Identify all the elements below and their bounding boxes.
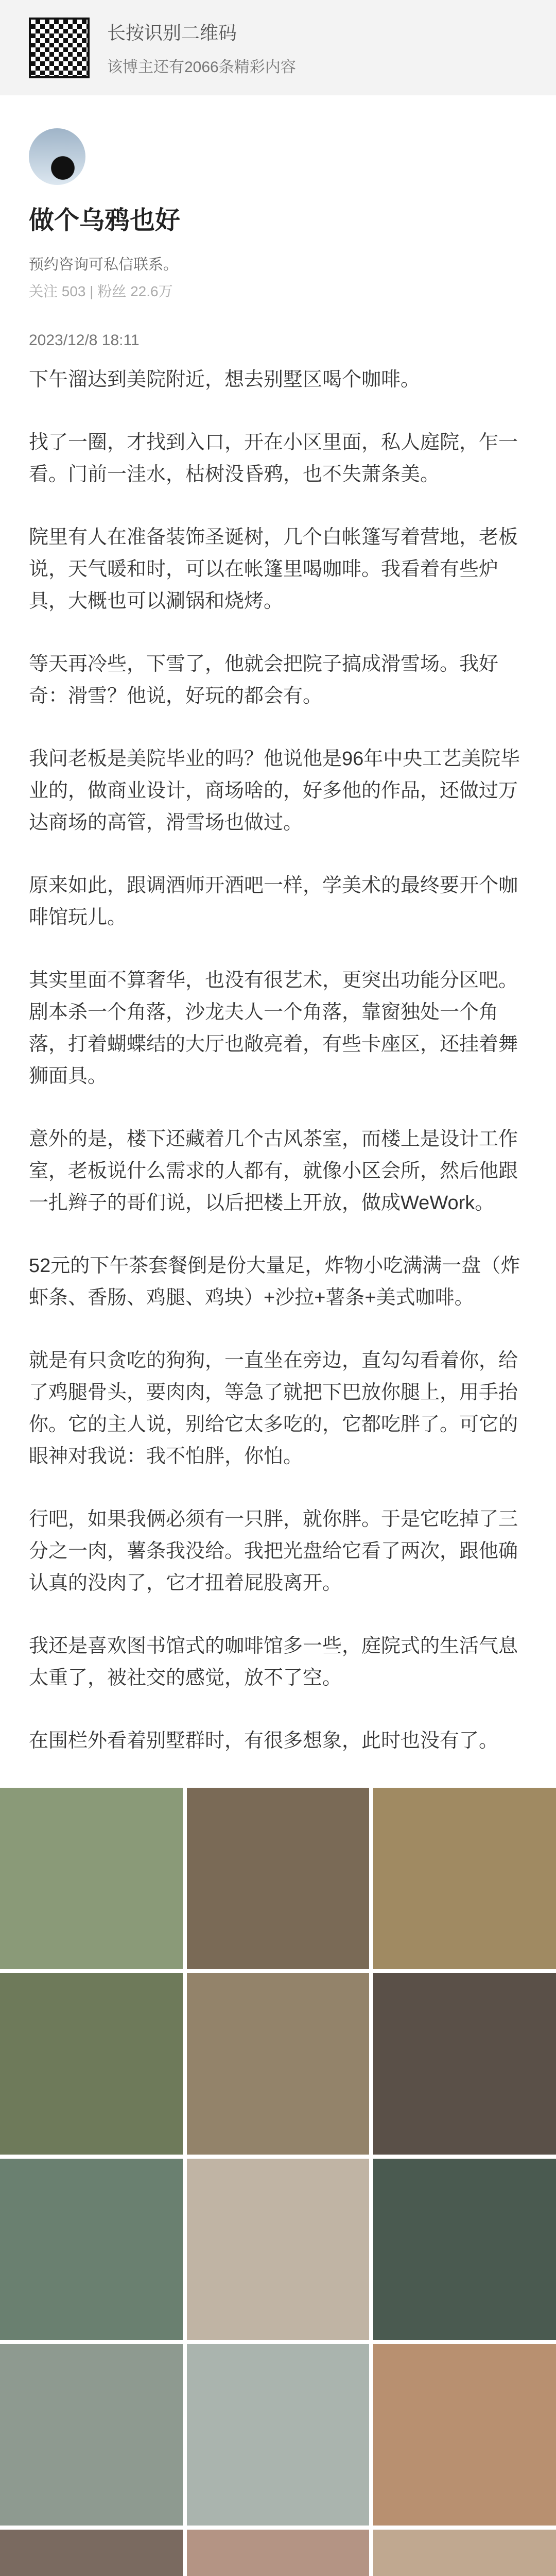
photo-thumbnail[interactable] xyxy=(0,1973,183,2155)
photo-thumbnail[interactable] xyxy=(0,2344,183,2526)
paragraph: 行吧，如果我俩必须有一只胖，就你胖。于是它吃掉了三分之一肉，薯条我没给。我把光盘给它看了两次，跟他确认真的没肉了，它才扭着屁股离开。 xyxy=(29,1509,518,1594)
photo-thumbnail[interactable] xyxy=(373,2530,556,2576)
photo-thumbnail[interactable] xyxy=(187,1973,370,2155)
photo-thumbnail[interactable] xyxy=(187,2344,370,2526)
paragraph: 意外的是，楼下还藏着几个古风茶室，而楼上是设计工作室，老板说什么需求的人都有，就像小区会所，然后他跟一扎辫子的哥们说，以后把楼上开放，做成WeWork。 xyxy=(29,1128,518,1214)
photo-thumbnail[interactable] xyxy=(187,2530,370,2576)
paragraph: 原来如此，跟调酒师开酒吧一样，学美术的最终要开个咖啡馆玩儿。 xyxy=(29,875,518,928)
paragraph: 52元的下午茶套餐倒是份大量足，炸物小吃满满一盘（炸虾条、香肠、鸡腿、鸡块）+沙拉+薯条+美式咖啡。 xyxy=(29,1255,520,1309)
photo-thumbnail[interactable] xyxy=(187,2159,370,2340)
photo-thumbnail[interactable] xyxy=(187,1788,370,1969)
paragraph: 等天再冷些，下雪了，他就会把院子搞成滑雪场。我好奇：滑雪？他说，好玩的都会有。 xyxy=(29,653,499,707)
post-content xyxy=(0,349,556,1757)
post-time: 2023/12/8 18:11 xyxy=(29,332,140,349)
photo-thumbnail[interactable] xyxy=(0,1788,183,1969)
qr-title: 长按识别二维码 xyxy=(107,22,237,43)
photo-thumbnail[interactable] xyxy=(373,2159,556,2340)
photo-thumbnail[interactable] xyxy=(0,2159,183,2340)
qr-banner xyxy=(0,0,556,95)
qr-code[interactable] xyxy=(29,18,90,78)
author-name[interactable]: 做个乌鸦也好 xyxy=(29,207,181,234)
photo-thumbnail[interactable] xyxy=(373,1973,556,2155)
avatar[interactable] xyxy=(29,128,85,185)
author-stats: 关注 503 | 粉丝 22.6万 xyxy=(29,283,173,299)
paragraph: 我还是喜欢图书馆式的咖啡馆多一些，庭院式的生活气息太重了，被社交的感觉，放不了空。 xyxy=(29,1635,518,1689)
photo-grid xyxy=(0,1788,556,2576)
photo-thumbnail[interactable] xyxy=(373,1788,556,1969)
paragraph: 院里有人在准备装饰圣诞树，几个白帐篷写着营地，老板说，天气暖和时，可以在帐篷里喝咖啡。我看着有些炉具，大概也可以涮锅和烧烤。 xyxy=(29,527,518,612)
paragraph: 下午溜达到美院附近，想去别墅区喝个咖啡。 xyxy=(29,369,421,391)
author-section xyxy=(0,95,556,349)
qr-subtitle: 该博主还有2066条精彩内容 xyxy=(107,59,296,76)
paragraph: 其实里面不算奢华，也没有很艺术，更突出功能分区吧。剧本杀一个角落，沙龙夫人一个角落，靠窗独处一个角落，打着蝴蝶结的大厅也敞亮着，有些卡座区，还挂着舞狮面具。 xyxy=(29,970,518,1087)
paragraph: 找了一圈，才找到入口，开在小区里面，私人庭院，乍一看。门前一洼水，枯树没昏鸦，也不失萧条美。 xyxy=(29,432,518,485)
paragraph: 在围栏外看着别墅群时，有很多想象，此时也没有了。 xyxy=(29,1730,499,1752)
paragraph: 就是有只贪吃的狗狗，一直坐在旁边，直勾勾看着你，给了鸡腿骨头，要肉肉，等急了就把下巴放你腿上，用手抬你。它的主人说，别给它太多吃的，它都吃胖了。可它的眼神对我说：我不怕胖，你怕。 xyxy=(29,1350,518,1467)
photo-thumbnail[interactable] xyxy=(0,2530,183,2576)
photo-thumbnail[interactable] xyxy=(373,2344,556,2526)
author-bio: 预约咨询可私信联系。 xyxy=(29,257,179,273)
paragraph: 我问老板是美院毕业的吗？他说他是96年中央工艺美院毕业的，做商业设计，商场啥的，好多他的作品，还做过万达商场的高管，滑雪场也做过。 xyxy=(29,748,520,834)
